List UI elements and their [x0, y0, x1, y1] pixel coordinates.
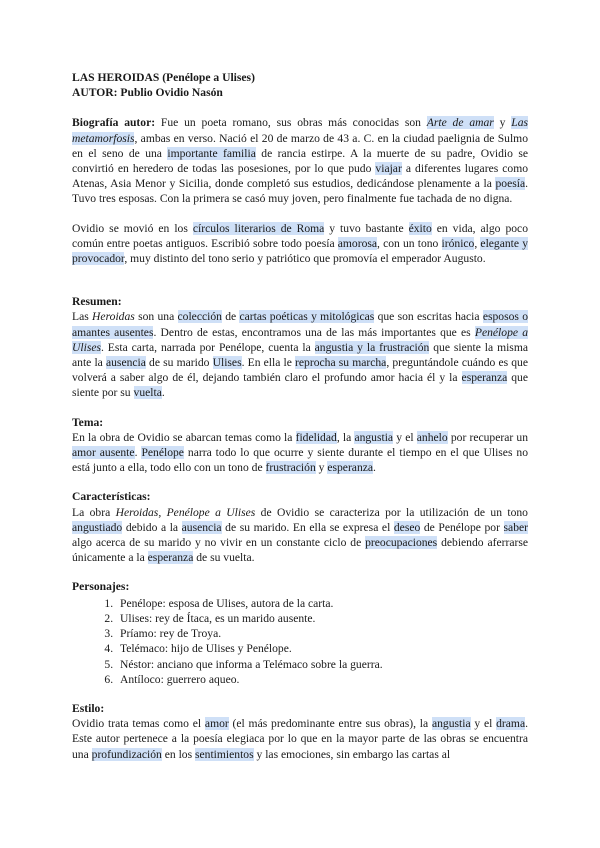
resumen-paragraph — [72, 309, 528, 400]
text-run: y las emociones, sin embargo las cartas al — [253, 747, 451, 761]
personajes-heading: Personajes: — [72, 580, 130, 594]
text-run: a diferentes lugares como Atenas, Asia Menor y Sicilia, donde completó sus estudios, dedicándose plenamente a la — [72, 162, 529, 191]
text-run: narra todo lo que ocurre y siente durante el tiempo en el que Ulises no está junto a ella, todo ello con un tono de — [72, 446, 529, 475]
text-run: , muy distinto del tono serio y patriótico que promovía el emperador Augusto. — [124, 252, 486, 266]
text-run: Ovidio trata temas como el — [72, 717, 205, 731]
list-item: 3. Príamo: rey de Troya. — [116, 626, 528, 641]
highlighted-text: sentimientos — [195, 747, 254, 761]
highlighted-text: círculos literarios de Roma — [192, 221, 325, 235]
highlighted-text: vuelta — [133, 386, 162, 400]
text-run: . En ella le — [241, 356, 296, 370]
text-run: que siente por su — [72, 371, 528, 400]
highlighted-text: drama — [496, 717, 526, 731]
highlighted-text: Las metamorfosis — [72, 116, 529, 145]
highlighted-text: esposos o amantes ausentes — [72, 310, 528, 339]
estilo-paragraph — [72, 716, 528, 762]
resumen-heading: Resumen: — [72, 295, 122, 309]
text-run: Heroidas, Penélope a Ulises — [115, 505, 256, 519]
text-run: Ovidio se movió en los — [72, 221, 193, 235]
text-run: algo acerca de su marido y no vivir en un constante ciclo de — [72, 536, 366, 550]
biografia-paragraph — [72, 115, 528, 206]
caracteristicas-heading: Características: — [72, 490, 151, 504]
highlighted-text: angustia — [431, 717, 471, 731]
text-run: . Tuvo tres esposas. Con la primera se casó muy joven, pero finalmente fue tachada de no digna. — [72, 177, 528, 206]
text-run: de Penélope por — [420, 520, 504, 534]
text-run: . — [134, 446, 142, 460]
text-run: y tuvo bastante — [324, 221, 409, 235]
highlighted-text: cartas poéticas y mitológicas — [239, 310, 375, 324]
highlighted-text: Ulises — [212, 356, 242, 370]
text-run: y el — [470, 717, 497, 731]
highlighted-text: fidelidad — [295, 430, 337, 444]
highlighted-text: colección — [177, 310, 222, 324]
text-run: de su vuelta. — [193, 551, 255, 565]
tema-heading: Tema: — [72, 415, 104, 429]
text-run: En la obra de Ovidio se abarcan temas como la — [72, 430, 296, 444]
highlighted-text: amor — [204, 717, 229, 731]
highlighted-text: Penélope a Ulises — [72, 325, 529, 354]
highlighted-text: poesía — [495, 177, 526, 191]
text-run: por recuperar un — [447, 430, 529, 444]
highlighted-text: angustia — [354, 430, 394, 444]
highlighted-text: esperanza — [147, 551, 194, 565]
text-run: , con un tono — [377, 236, 442, 250]
text-run: Las — [72, 310, 93, 324]
estilo-heading: Estilo: — [72, 701, 105, 715]
highlighted-text: esperanza — [461, 371, 508, 385]
tema-paragraph — [72, 430, 528, 476]
list-item: 6. Antíloco: guerrero aqueo. — [116, 672, 528, 687]
highlighted-text: deseo — [393, 520, 421, 534]
caracteristicas-paragraph — [72, 505, 528, 566]
highlighted-text: anhelo — [416, 430, 448, 444]
text-run: de Ovidio se caracteriza por la utilización de un tono — [255, 505, 528, 519]
text-run: y — [315, 461, 328, 475]
text-run: de su marido — [145, 356, 213, 370]
text-run: , — [474, 236, 481, 250]
highlighted-text: ausencia — [105, 356, 146, 370]
text-run: La obra — [72, 505, 116, 519]
highlighted-text: saber — [503, 520, 528, 534]
document-title: LAS HEROIDAS (Penélope a Ulises) — [72, 71, 255, 84]
personajes-list — [72, 596, 528, 687]
highlighted-text: reprocha su marcha — [295, 356, 387, 370]
highlighted-text: irónico — [441, 236, 475, 250]
list-item: 4. Telémaco: hijo de Ulises y Penélope. — [116, 641, 528, 656]
biografia-text — [72, 116, 528, 205]
highlighted-text: frustración — [265, 461, 316, 475]
text-run: debiendo aferrarse únicamente a la — [72, 536, 528, 565]
text-run: , preguntándole cuándo es que volverá a saber algo de él, dejando también claro el profundo amor hacia él y la — [72, 356, 528, 385]
highlighted-text: ausencia — [181, 520, 222, 534]
text-run: . — [161, 386, 165, 400]
text-run: en los — [161, 747, 195, 761]
text-run: de — [221, 310, 240, 324]
highlighted-text: elegante y provocador — [72, 236, 528, 266]
text-run: en vida, algo poco común entre poetas antiguos. Escribió sobre todo poesía — [72, 221, 528, 250]
biografia-heading: Biografía autor: — [72, 116, 156, 130]
highlighted-text: esperanza — [327, 461, 374, 475]
list-item: 2. Ulises: rey de Ítaca, es un marido ausente. — [116, 611, 528, 626]
text-run: Fue un poeta romano, sus obras más conocidas son — [155, 116, 427, 130]
text-run: que siente la misma ante la — [72, 340, 528, 370]
list-item: 1. Penélope: esposa de Ulises, autora de la carta. — [116, 596, 528, 611]
text-run: debido a la — [122, 520, 182, 534]
list-item: 5. Néstor: anciano que informa a Telémaco sobre la guerra. — [116, 657, 528, 672]
text-run: . Dentro de estas, encontramos una de las más importantes que es — [153, 325, 475, 339]
text-run: , la — [336, 430, 355, 444]
text-run: . — [373, 461, 376, 475]
text-run: y el — [393, 430, 417, 444]
text-run: de su marido. En ella se expresa el — [221, 520, 394, 534]
text-run: , ambas en verso. Nació el 20 de marzo de 43 a. C. en la ciudad paelignia de Sulmo en el seno de una — [72, 131, 528, 160]
highlighted-text: amor ausente — [72, 446, 135, 460]
text-run: Heroidas — [92, 310, 135, 324]
text-run: son una — [134, 310, 178, 324]
text-run: que son escritas hacia — [374, 310, 483, 324]
highlighted-text: amorosa — [337, 236, 378, 250]
document-author: AUTOR: Publio Ovidio Nasón — [72, 86, 223, 100]
text-run: de rancia estirpe. A la muerte de su padre, Ovidio se convirtió en heredero de todas las posesiones, por lo que pudo — [72, 146, 528, 176]
text-run: (el más predominante entre sus obras), la — [228, 717, 432, 731]
highlighted-text: importante familia — [167, 146, 256, 160]
highlighted-text: profundización — [91, 747, 162, 761]
highlighted-text: angustiado — [72, 520, 123, 534]
highlighted-text: preocupaciones — [365, 536, 438, 550]
text-run: y — [493, 116, 512, 130]
text-run: . Esta carta, narrada por Penélope, cuenta la — [100, 340, 315, 354]
highlighted-text: angustia y la frustración — [314, 340, 430, 354]
highlighted-text: Arte de amar — [426, 116, 494, 130]
highlighted-text: Penélope — [141, 446, 184, 460]
highlighted-text: éxito — [408, 221, 432, 235]
text-run: . Este autor pertenece a la poesía elegiaca por lo que en la mayor parte de las obras se encuentra una — [72, 717, 528, 761]
biografia-paragraph-2 — [72, 221, 528, 267]
highlighted-text: viajar — [375, 162, 402, 176]
